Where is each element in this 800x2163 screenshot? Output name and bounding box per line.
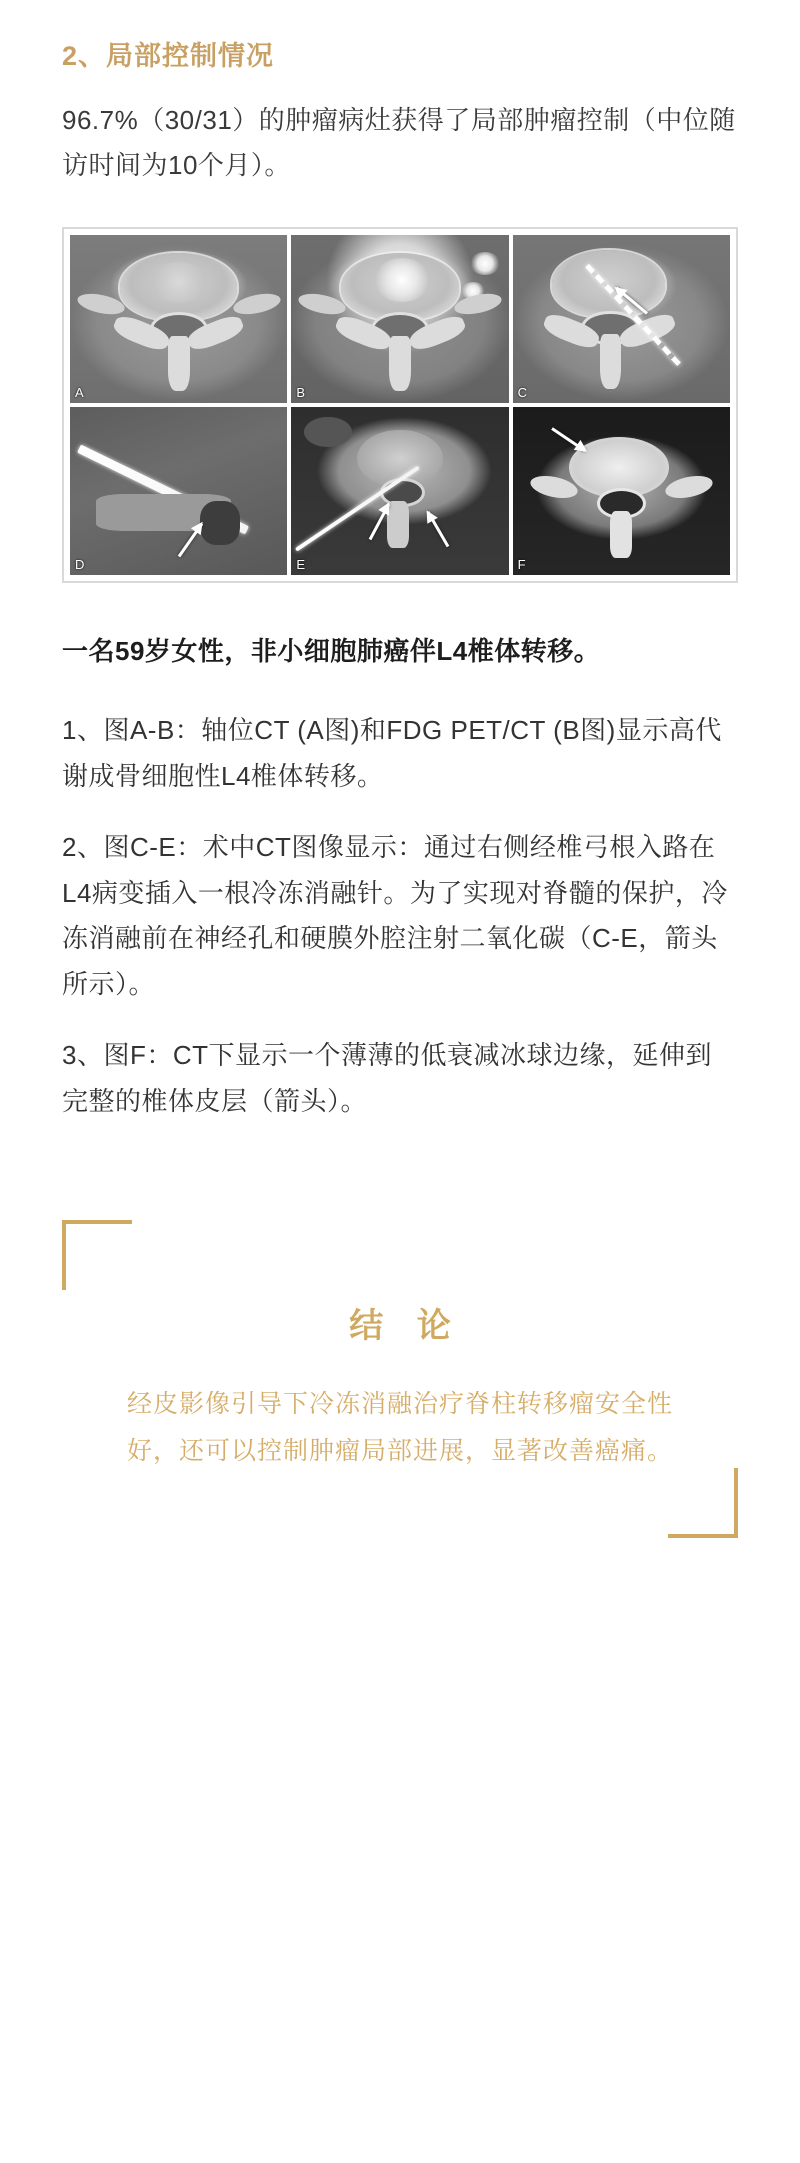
lesion-shape (148, 262, 209, 302)
conclusion-block (62, 1220, 738, 1538)
ct-panel-c (513, 235, 730, 403)
corner-bracket-top-left (62, 1220, 132, 1290)
ct-panel-label-f: F (517, 556, 526, 572)
ct-panel-f (513, 407, 730, 575)
ct-panel-b (291, 235, 508, 403)
transverse-process-right (663, 473, 714, 503)
section-intro-paragraph: 96.7%（30/31）的肿瘤病灶获得了局部肿瘤控制（中位随访时间为10个月）。 (62, 104, 736, 181)
vertebral-body-shape (552, 250, 665, 317)
ct-panel-label-e: E (296, 556, 305, 572)
ct-panel-e (291, 407, 508, 575)
pet-hot-spot (374, 258, 431, 302)
ct-panel-d (70, 407, 287, 575)
transverse-process-left (296, 290, 347, 318)
annotation-arrow-secondary (426, 511, 449, 547)
case-point-2: 2、图C-E：术中CT图像显示：通过右侧经椎弓根入路在L4病变插入一根冷冻消融针。为了实现对脊髓的保护，冷冻消融前在神经孔和硬膜外腔注射二氧化碳（C-E，箭头所示）。 (62, 832, 728, 999)
conclusion-text: 经皮影像引导下冷冻消融治疗脊柱转移瘤安全性好，还可以控制肿瘤局部进展，显著改善癌痛。 (126, 1390, 673, 1465)
ct-panel-a (70, 235, 287, 403)
transverse-process-right (232, 290, 283, 318)
gas-collection-shape (200, 501, 239, 545)
pet-hot-spot-secondary (470, 252, 500, 276)
spinous-process (610, 511, 632, 558)
conclusion-title: 结 论 (349, 1307, 463, 1346)
annotation-arrow (551, 427, 586, 452)
corner-bracket-bottom-right (668, 1468, 738, 1538)
case-point-1: 1、图A-B：轴位CT (A图)和FDG PET/CT (B图)显示高代谢成骨细胞性L4椎体转移。 (62, 715, 722, 791)
spinous-process (600, 334, 622, 389)
ct-figure-grid (70, 235, 730, 575)
soft-tissue-shape (304, 417, 352, 447)
ct-panel-label-d: D (75, 556, 85, 572)
spinous-process (168, 336, 190, 391)
transverse-process-left (75, 290, 126, 318)
case-summary: 一名59岁女性，非小细胞肺癌伴L4椎体转移。 (62, 635, 601, 666)
ct-panel-label-b: B (296, 384, 305, 400)
ct-figure (62, 227, 738, 583)
ct-panel-label-c: C (517, 384, 528, 400)
spinous-process (389, 336, 411, 391)
transverse-process-right (453, 290, 504, 318)
case-point-3: 3、图F：CT下显示一个薄薄的低衰减冰球边缘，延伸到完整的椎体皮层（箭头）。 (62, 1040, 713, 1116)
ct-panel-label-a: A (75, 384, 84, 400)
section-heading: 2、局部控制情况 (62, 41, 275, 71)
